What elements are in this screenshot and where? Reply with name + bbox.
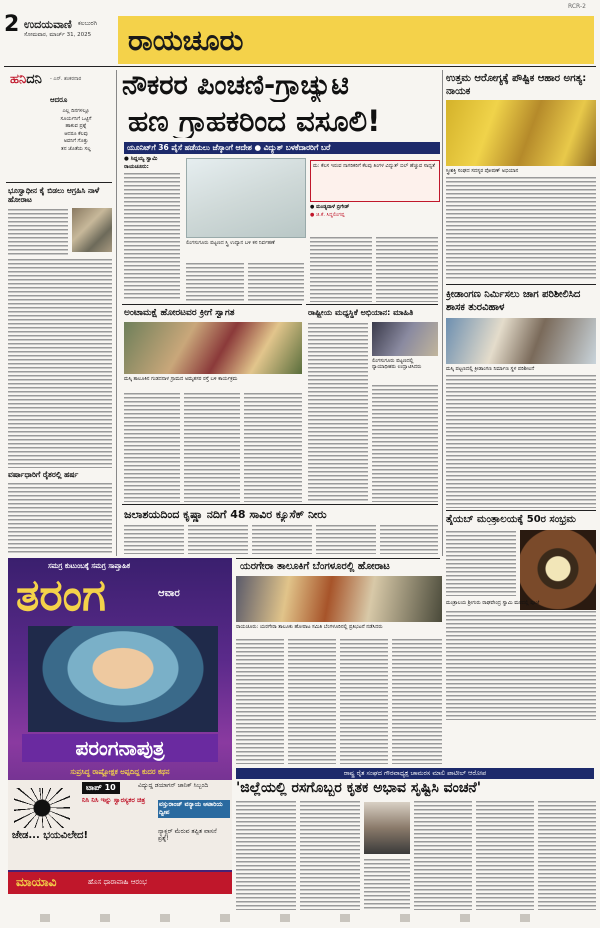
paper-name: ಉದಯವಾಣಿ bbox=[24, 18, 72, 31]
right-rule-1 bbox=[446, 284, 596, 285]
ad-footer-name: ಮಾಯಾವಿ bbox=[16, 875, 57, 889]
right-story1-title: ಉತ್ತಮ ಆರೋಗ್ಯಕ್ಕೆ ಪೌಷ್ಟಿಕ ಆಹಾರ ಅಗತ್ಯ: ನಾಯಕ bbox=[446, 73, 587, 97]
lead-rule-2 bbox=[306, 304, 438, 305]
ad-cover-art bbox=[28, 626, 218, 732]
ad-item5: ನ್ಯಾಕ್ಚರ್ ಮೆರುವ ತಪ್ಪಿತ ವಾಸನೆ ಪ್ರಶ್ನೆ! bbox=[158, 828, 217, 842]
poem-title: ಆದರೂ bbox=[50, 96, 68, 104]
bottom-body-3 bbox=[364, 858, 410, 910]
sub3-headline: ಜಲಾಶಯದಿಂದ ಕೃಷ್ಣಾ ನದಿಗೆ 48 ಸಾವಿರ ಕ್ಯೂಸೆಕ್ ನೀರು bbox=[124, 508, 327, 521]
lead-body-col2 bbox=[186, 262, 244, 302]
lead-quote2-box bbox=[310, 204, 438, 234]
page-number: 2 bbox=[4, 12, 20, 37]
left-story1-body-2 bbox=[8, 258, 112, 468]
masthead-rule bbox=[4, 66, 596, 67]
lead-byline: ● ಸಿದ್ದಯ್ಯ ಸ್ವಾಮಿ bbox=[124, 156, 158, 162]
author-photo bbox=[72, 208, 112, 252]
left-rule-1 bbox=[6, 182, 112, 183]
section-banner bbox=[118, 16, 594, 64]
sub2-body-2 bbox=[372, 384, 438, 502]
lead-body-col5 bbox=[376, 236, 438, 302]
lead-quote2-text: ● ಜಿ.ಕೆ. ಸಿದ್ದಲಿಂಗಪ್ಪ bbox=[310, 212, 345, 218]
ad-strap: ಸಮಗ್ರ ಕುಟುಂಬಕ್ಕೆ ಸಮಗ್ರ ಸಾಪ್ತಾಹಿಕ bbox=[48, 562, 131, 570]
left-divider bbox=[116, 70, 117, 556]
ad-top-label: ಟಾಪ್ 10 bbox=[82, 782, 120, 794]
right-story3-body-2 bbox=[446, 610, 596, 720]
left-story1-body bbox=[8, 208, 68, 256]
right-divider bbox=[442, 70, 443, 556]
registration-marks bbox=[40, 914, 560, 922]
ad-lower-panel bbox=[8, 780, 232, 870]
lead-body-col4 bbox=[310, 236, 372, 302]
ad-footer bbox=[8, 872, 232, 894]
sub1-body-2 bbox=[184, 392, 240, 502]
right-story2-body bbox=[446, 374, 596, 508]
lead-inline-label: ● ಮಂಡ್ಯದಾಳೆ ಬ್ರಿಗೇಡ್ bbox=[310, 204, 350, 210]
right-story2-photo bbox=[446, 318, 596, 364]
ad-item3: ವಸ್ತುರಾಂಜ್ ವನ್ಯಾಯ ಆಟಾರಿಯ ದ್ವೀಪ bbox=[158, 800, 230, 818]
edition-name: ಕಲಬುರಗಿ bbox=[78, 20, 98, 27]
column-logo: ಹನಿದನಿ bbox=[10, 72, 42, 87]
column-author: - ಎನ್. ಶಂಕರನಾರ bbox=[50, 76, 82, 82]
sub2-caption: ಲಿಂಗಸುಗೂರು ಪಟ್ಟಣದಲ್ಲಿ ನ್ಯಾಯಾಧೀಶರು ಉದ್ಘಾಟಿಸಿದರು bbox=[372, 358, 422, 370]
ad-day: ಆವಾರ bbox=[158, 588, 180, 599]
section-title: ರಾಯಚೂರು bbox=[128, 24, 244, 57]
lead-headline-1: ನೌಕರರ ಪಿಂಚಣಿ-ಗ್ರಾಚ್ಯುಟಿ bbox=[122, 70, 349, 101]
lead-rule-3 bbox=[122, 504, 438, 505]
right-rule-2 bbox=[446, 510, 596, 511]
right-story1-photo bbox=[446, 100, 596, 166]
mid-caption: ರಾಯಚೂರು: ಯರಗೇರಾ ತಾಲೂಕು ಹೋರಾಟ ಸಮಿತಿ ಬೆಂಗಳೂರಿನಲ್ಲಿ ಪ್ರತಿಭಟನೆ ನಡೆಸಿದರು bbox=[236, 624, 383, 630]
right-story2-title: ಕ್ರೀಡಾಂಗಣ ನಿರ್ಮಿಸಲು ಜಾಗ ಪರಿಶೀಲಿಸಿದ ಶಾಸಕ ತುರವಿಹಾಳ bbox=[446, 289, 581, 313]
right-story3-body-1 bbox=[446, 530, 516, 596]
sub1-headline: ಅಂಟಾಮಕ್ಷೆ ಹೋರಟವರ ಕ್ರೀಗೆ ಸ್ವಾಗತ bbox=[124, 308, 235, 318]
ad-footer-text: ಹೊಸ ಧಾರಾವಾಹಿ ಆರಂಭ bbox=[88, 878, 147, 886]
sub2-body-1 bbox=[308, 322, 368, 502]
bottom-body-4 bbox=[414, 800, 472, 910]
lead-quote-box bbox=[310, 160, 440, 202]
lead-photo-caption: ಲಿಂಗಸುಗೂರು ಪಟ್ಟಣದ ಸ್ತ್ರಿ ಉದ್ಯಾನ ಬಳಿ ಕಸ ನಿರ್ವಹಣೆ bbox=[186, 240, 275, 246]
right-story1-caption: ಸ್ತ್ರೀಶಕ್ತಿ ಸಂಘದ ಸದಸ್ಯರ ಪೋಷಣ್ ಅಭಿಯಾನ bbox=[446, 168, 519, 174]
right-story3-caption: ಮಂತ್ರಾಲಯ ಶ್ರೀಗುರು ರಾಘವೇಂದ್ರ ಸ್ವಾಮಿ ಮಠದಲ್ಲಿ ಪೂಜೆ bbox=[446, 600, 540, 606]
sub2-photo bbox=[372, 322, 438, 356]
bottom-headline: 'ಜಿಲ್ಲೆಯಲ್ಲಿ ರಸಗೊಬ್ಬರ ಕೃತಕ ಅಭಾವ ಸೃಷ್ಟಿಸಿ ವಂಚನೆ' bbox=[236, 780, 482, 796]
issue-date: ಸೋಮವಾರ, ಮಾರ್ಚ್ 31, 2025 bbox=[24, 32, 92, 38]
lead-body-col1 bbox=[124, 172, 180, 300]
ad-spider-image bbox=[14, 788, 70, 828]
ad-item4: ಜೇಡ... ಭಯವಿಲೇದ! bbox=[12, 830, 89, 841]
lead-quote-text: ಮ: ಕೆಲಸ ಇರುವ ನಾಗರಿಕರಿಗೆ ಕೆಲವು ತಿಂಗಳ ವಿದ್ಯುತ್ ಬಿಲ್ ಹೆಚ್ಚುವ ಸಾಧ್ಯತೆ bbox=[313, 163, 435, 169]
right-story1-body bbox=[446, 176, 596, 280]
right-story2-caption: ಮಸ್ಕಿ ಪಟ್ಟಣದಲ್ಲಿ ಕ್ರೀಡಾಂಗಣ ನಿರ್ಮಾಣ ಸ್ಥಳ ಪರಿಶೀಲನೆ bbox=[446, 366, 535, 372]
poem-body: ಎಲ್ಲ ದಿನಗಳಲ್ಲೂ ಸೂರ್ಯನಿಗೆ ಒಟ್ಟಿಗೆ ಹಾಕುವ ಪ್ರಶ್ನೆ ಆದರೂ ಕೆಲವು ಅವನಿಗೆ ಗೊತ್ತು ತನ ಜೊತೆಯ ಸಲ್ಲ bbox=[60, 108, 92, 152]
mid-photo bbox=[236, 576, 442, 622]
right-story3-title: ತೈಯಬ್ ಮಂತ್ರಾಲಯಕ್ಕೆ 50ರ ಸಂಭ್ರಮ bbox=[446, 514, 576, 525]
left-story2-body bbox=[8, 482, 112, 554]
page-code: RCR-2 bbox=[568, 3, 586, 10]
lead-headline-2: ಹಣ ಗ್ರಾಹಕರಿಂದ ವಸೂಲಿ! bbox=[128, 104, 381, 138]
bottom-body-1 bbox=[236, 800, 296, 910]
mid-headline: ಯರಗೇರಾ ತಾಲೂಕಿಗೆ ಬೆಂಗಳೂರಲ್ಲಿ ಹೋರಾಟ bbox=[240, 561, 390, 572]
ad-feature-sub: ಸುಪ್ರಸಿದ್ಧ ರಾಷ್ಟ್ರೋಕ್ಷಕ ಅಪ್ಪದಿದ್ದ ಕುದರ ಕಥನ bbox=[70, 768, 170, 776]
sub1-photo bbox=[124, 322, 302, 374]
mid-rule bbox=[236, 558, 440, 559]
bottom-kicker: ರಾಷ್ಟ್ರ ರೈತ ಸಂಘದ ಗೌರವಾಧ್ಯಕ್ಷ ಚಾಮರಸ ಮಾಲಿ ಪಾಟೀಲ್ ಆರೋಪ bbox=[236, 768, 594, 779]
sub1-body-3 bbox=[244, 392, 302, 502]
sub2-headline: ರಾಷ್ಟ್ರೀಯ ಮಧ್ಯಸ್ಥಿಕೆ ಅಭಿಯಾನ: ಮಾಹಿತಿ bbox=[308, 308, 414, 317]
sub3-body bbox=[124, 524, 438, 554]
bottom-photo bbox=[364, 802, 410, 854]
mid-body-4 bbox=[392, 638, 442, 764]
mid-body-2 bbox=[288, 638, 336, 764]
lead-document-photo bbox=[186, 158, 306, 238]
left-story1-title: ಭೂಸ್ವಾಧೀನ ಕೈ ಬಿಡಲು ಆಗ್ರಹಿಸಿ ನಾಳೆ ಹೋರಾಟ bbox=[8, 186, 100, 204]
ad-brand: ತರಂಗ bbox=[16, 570, 106, 621]
bottom-body-6 bbox=[538, 800, 596, 910]
bottom-body-5 bbox=[476, 800, 534, 910]
bottom-body-2 bbox=[300, 800, 360, 910]
mid-body-1 bbox=[236, 638, 284, 764]
sub1-body-1 bbox=[124, 392, 180, 502]
left-story2-title: ವರ್ಷಾಧಾರಿಗೆ ರೈತರಲ್ಲಿ ಹರ್ಷ bbox=[8, 470, 79, 479]
sub1-caption: ಮಸ್ಕಿ ತಾಲೂಕಿನ ಗುಡದನಾಳ ಗ್ರಾಮದ ಅಮೃತಸರ ರಸ್ತೆ ಬಳಿ ಕಾರ್ಯಕ್ರಮ bbox=[124, 376, 238, 382]
ad-top-desc: ವಿದ್ಯುದ್ದ ಡಯಾಗನ್ ಜಾನಿಕ್ ಸಿಬ್ಬಂದಿ bbox=[138, 782, 209, 789]
ad-feature-title: ಪರಂಗನಾಪುತ್ರ bbox=[22, 734, 218, 762]
lead-dateline: ರಾಯಚೂರು: bbox=[124, 164, 149, 170]
lead-deck: ಯೂನಿಟ್‌ಗೆ 36 ಪೈಸೆ ಹಡೆಯಲು ಜೆಸ್ಕಾಂಗೆ ಆದೇಶ ● ವಿದ್ಯುತ್ ಬಳಕೆದಾರರಿಗೆ ಬರೆ bbox=[124, 142, 440, 154]
taranga-ad[interactable] bbox=[8, 558, 232, 894]
lead-rule-1 bbox=[122, 304, 302, 305]
ad-item2: ನಿಸಿ ನಿಸಿ ಇನ್ನು ಸ್ವಾರಸ್ಯಕರ ಚಿತ್ರ bbox=[82, 796, 146, 804]
lead-body-col3 bbox=[248, 262, 304, 302]
mid-body-3 bbox=[340, 638, 388, 764]
